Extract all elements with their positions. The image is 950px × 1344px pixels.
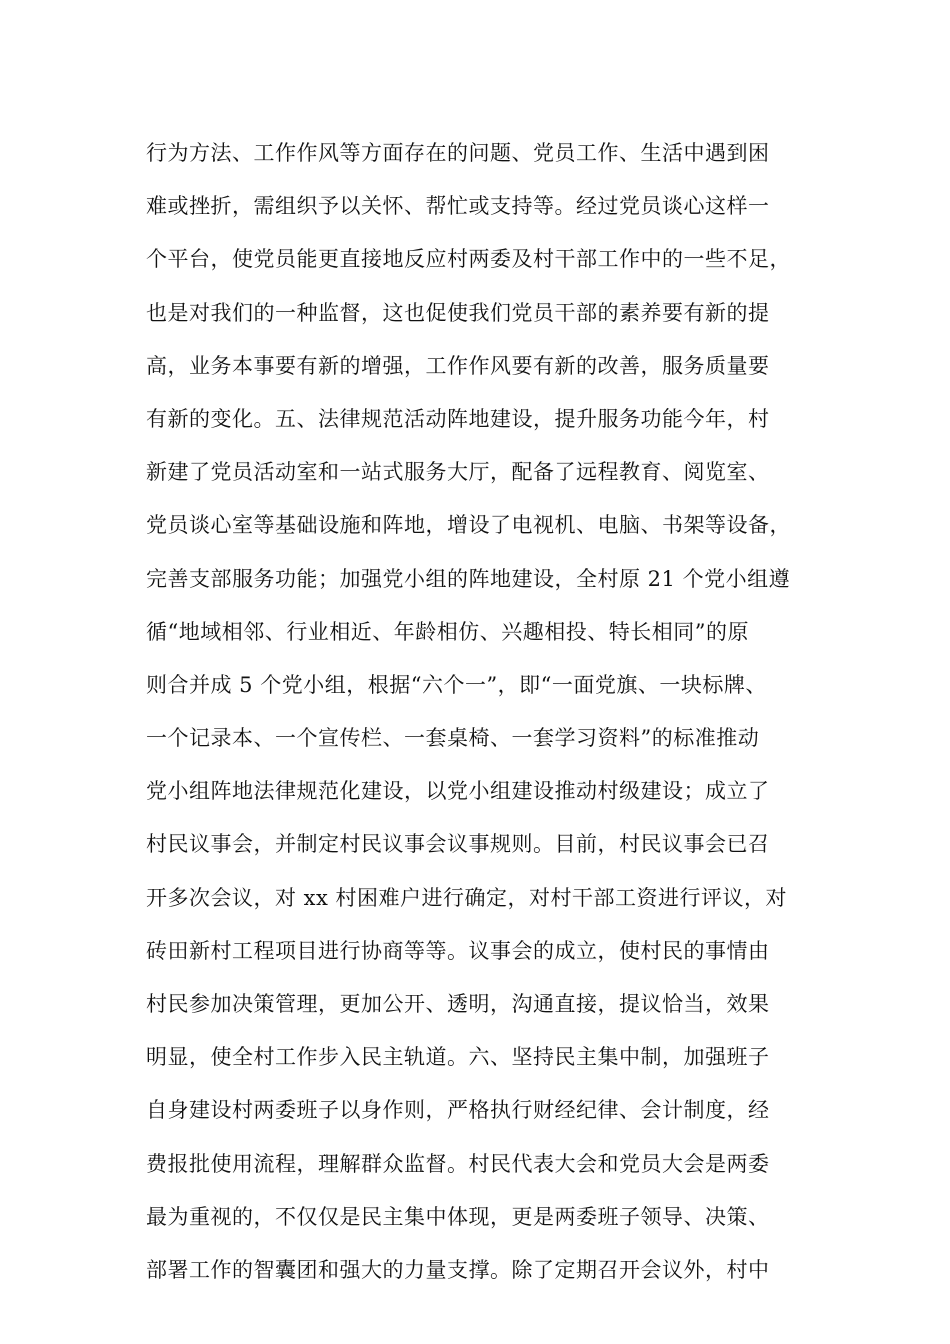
text-line: 新建了党员活动室和一站式服务大厅，配备了远程教育、阅览室、 (146, 460, 770, 485)
text-line: 最为重视的，不仅仅是民主集中体现，更是两委班子领导、决策、 (146, 1204, 770, 1229)
text-line: 行为方法、工作作风等方面存在的问题、党员工作、生活中遇到困 (146, 141, 770, 165)
text-line: 党小组阵地法律规范化建设，以党小组建设推动村级建设；成立了 (146, 779, 770, 804)
text-line: 自身建设村两委班子以身作则，严格执行财经纪律、会计制度，经 (146, 1098, 770, 1123)
text-line: 村民议事会，并制定村民议事会议事规则。目前，村民议事会已召 (146, 832, 770, 857)
text-line: 循“地域相邻、行业相近、年龄相仿、兴趣相投、特长相同”的原 (146, 619, 749, 644)
text-line: 有新的变化。五、法律规范活动阵地建设，提升服务功能今年，村 (146, 406, 770, 431)
text-line: 则合并成 5 个党小组，根据“六个一”，即“一面党旗、一块标牌、 (146, 672, 767, 697)
text-line: 一个记录本、一个宣传栏、一套桌椅、一套学习资料”的标准推动 (146, 726, 760, 751)
text-line: 高，业务本事要有新的增强，工作作风要有新的改善，服务质量要 (146, 353, 770, 378)
text-line: 村民参加决策管理，更加公开、透明，沟通直接，提议恰当，效果 (146, 992, 770, 1016)
text-line: 砖田新村工程项目进行协商等等。议事会的成立，使村民的事情由 (146, 938, 770, 963)
text-line: 也是对我们的一种监督，这也促使我们党员干部的素养要有新的提 (146, 300, 770, 325)
text-line: 完善支部服务功能；加强党小组的阵地建设，全村原 21 个党小组遵 (146, 566, 791, 591)
text-line: 开多次会议，对 xx 村困难户进行确定，对村干部工资进行评议，对 (146, 885, 788, 910)
text-line: 难或挫折，需组织予以关怀、帮忙或支持等。经过党员谈心这样一 (146, 194, 770, 219)
text-line: 个平台，使党员能更直接地反应村两委及村干部工作中的一些不足， (146, 247, 791, 272)
text-line: 费报批使用流程，理解群众监督。村民代表大会和党员大会是两委 (146, 1151, 770, 1176)
body-text (146, 127, 836, 1297)
text-line: 明显，使全村工作步入民主轨道。六、坚持民主集中制，加强班子 (146, 1045, 770, 1070)
text-line: 党员谈心室等基础设施和阵地，增设了电视机、电脑、书架等设备， (146, 513, 791, 538)
text-line: 部署工作的智囊团和强大的力量支撑。除了定期召开会议外，村中 (146, 1257, 770, 1282)
